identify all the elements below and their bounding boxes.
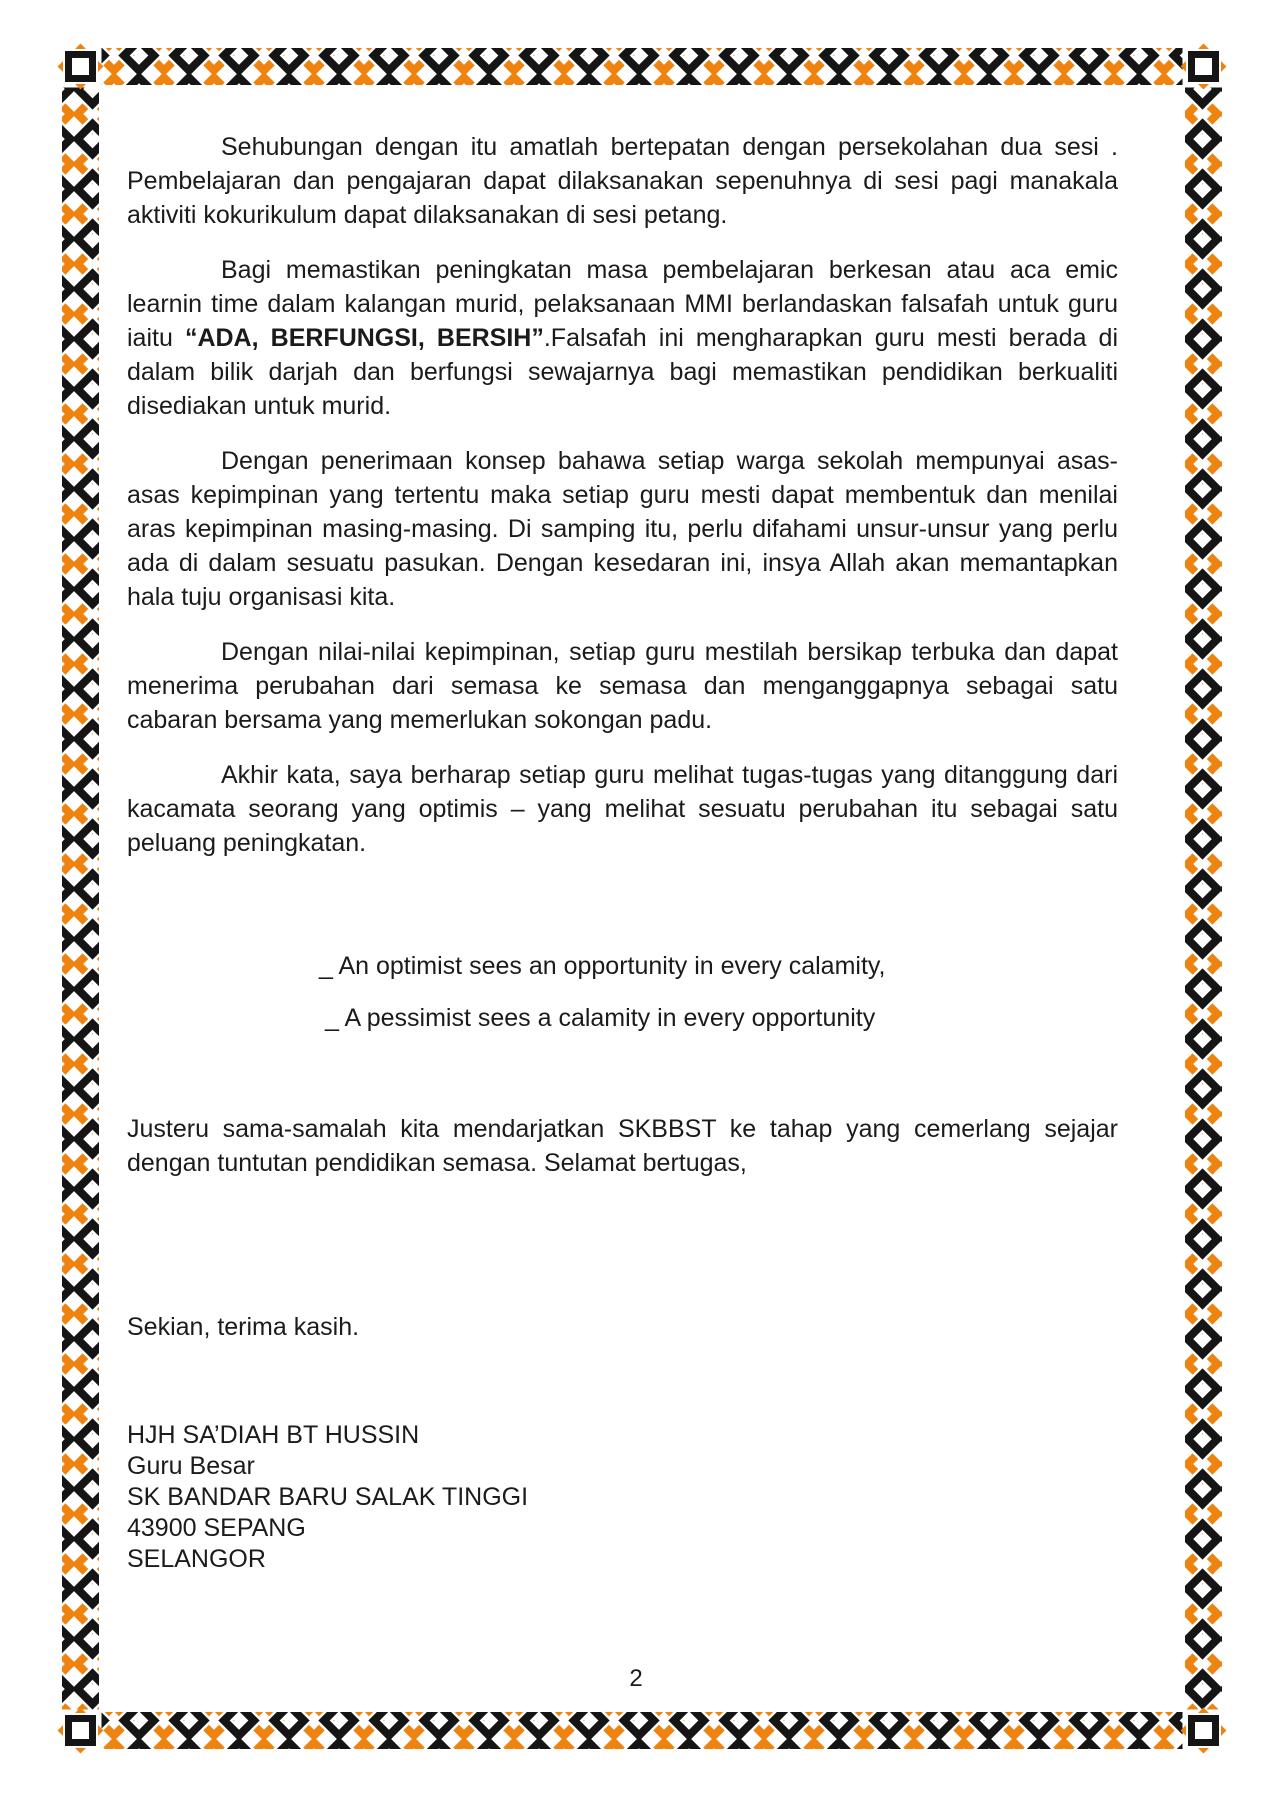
paragraph-text-pre: Bagi memastikan peningkatan masa pembelajaran berkesan atau aca emic learnin time dalam kalangan murid, pelaksanaan MMI berlandaskan falsafah untuk guru iaitu	[127, 256, 1118, 352]
signature-title: Guru Besar	[127, 1452, 255, 1480]
signature-name: HJH SA’DIAH BT HUSSIN	[127, 1421, 420, 1449]
corner-knot-icon	[1183, 1710, 1225, 1752]
border-top-strip	[62, 48, 1222, 85]
paragraph-text-post: .Falsafah ini mengharapkan guru mesti berada di dalam bilik darjah dan berfungsi sewajarnya bagi memastikan pendidikan berkualiti disediakan untuk murid.	[127, 324, 1119, 420]
corner-knot-icon	[60, 46, 102, 88]
motto-bold-text: “ADA, BERFUNGSI, BERSIH”	[184, 324, 544, 352]
paragraph-akhir-kata: Akhir kata, saya berharap setiap guru melihat tugas-tugas yang ditanggung dari kacamata seorang yang optimis – yang melihat sesuatu perubahan itu sebagai satu peluang peningkatan.	[127, 761, 1118, 857]
paragraph-justeru: Justeru sama-samalah kita mendarjatkan SKBBST ke tahap yang cemerlang sejajar dengan tuntutan pendidikan semasa. Selamat bertugas,	[127, 1115, 1118, 1177]
signature-school: SK BANDAR BARU SALAK TINGGI	[127, 1483, 529, 1511]
paragraph-persekolahan-dua-sesi: Sehubungan dengan itu amatlah bertepatan dengan persekolahan dua sesi . Pembelajaran dan pengajaran dapat dilaksanakan sepenuhnya di sesi pagi manakala aktiviti kokurikulum dapat dilaksanakan di sesi petang.	[127, 133, 1118, 229]
signature-postcode: 43900 SEPANG	[127, 1514, 306, 1542]
border-right-strip	[1185, 48, 1222, 1749]
signature-state: SELANGOR	[127, 1545, 266, 1573]
quote-pessimist: _ A pessimist sees a calamity in every opportunity	[325, 1004, 876, 1032]
signature-block	[127, 1420, 1118, 1575]
page-number: 2	[629, 1665, 643, 1692]
corner-knot-icon	[60, 1710, 102, 1752]
paragraph-nilai-kepimpinan: Dengan nilai-nilai kepimpinan, setiap guru mestilah bersikap terbuka dan dapat menerima perubahan dari semasa ke semasa dan menganggapnya sebagai satu cabaran bersama yang memerlukan sokongan padu.	[127, 638, 1118, 734]
corner-knot-icon	[1183, 46, 1225, 88]
letter-body	[127, 130, 1118, 1575]
closing-thanks: Sekian, terima kasih.	[127, 1313, 360, 1341]
quote-optimist: _ An optimist sees an opportunity in every calamity,	[319, 952, 886, 980]
paragraph-mmi-falsafah	[127, 253, 1118, 423]
border-bottom-strip	[62, 1712, 1222, 1749]
border-left-strip	[62, 48, 99, 1749]
paragraph-asas-kepimpinan: Dengan penerimaan konsep bahawa setiap warga sekolah mempunyai asas-asas kepimpinan yang tertentu maka setiap guru mesti dapat membentuk dan menilai aras kepimpinan masing-masing. Di samping itu, perlu difahami unsur-unsur yang perlu ada di dalam sesuatu pasukan. Dengan kesedaran ini, insya Allah akan memantapkan hala tuju organisasi kita.	[127, 447, 1118, 611]
